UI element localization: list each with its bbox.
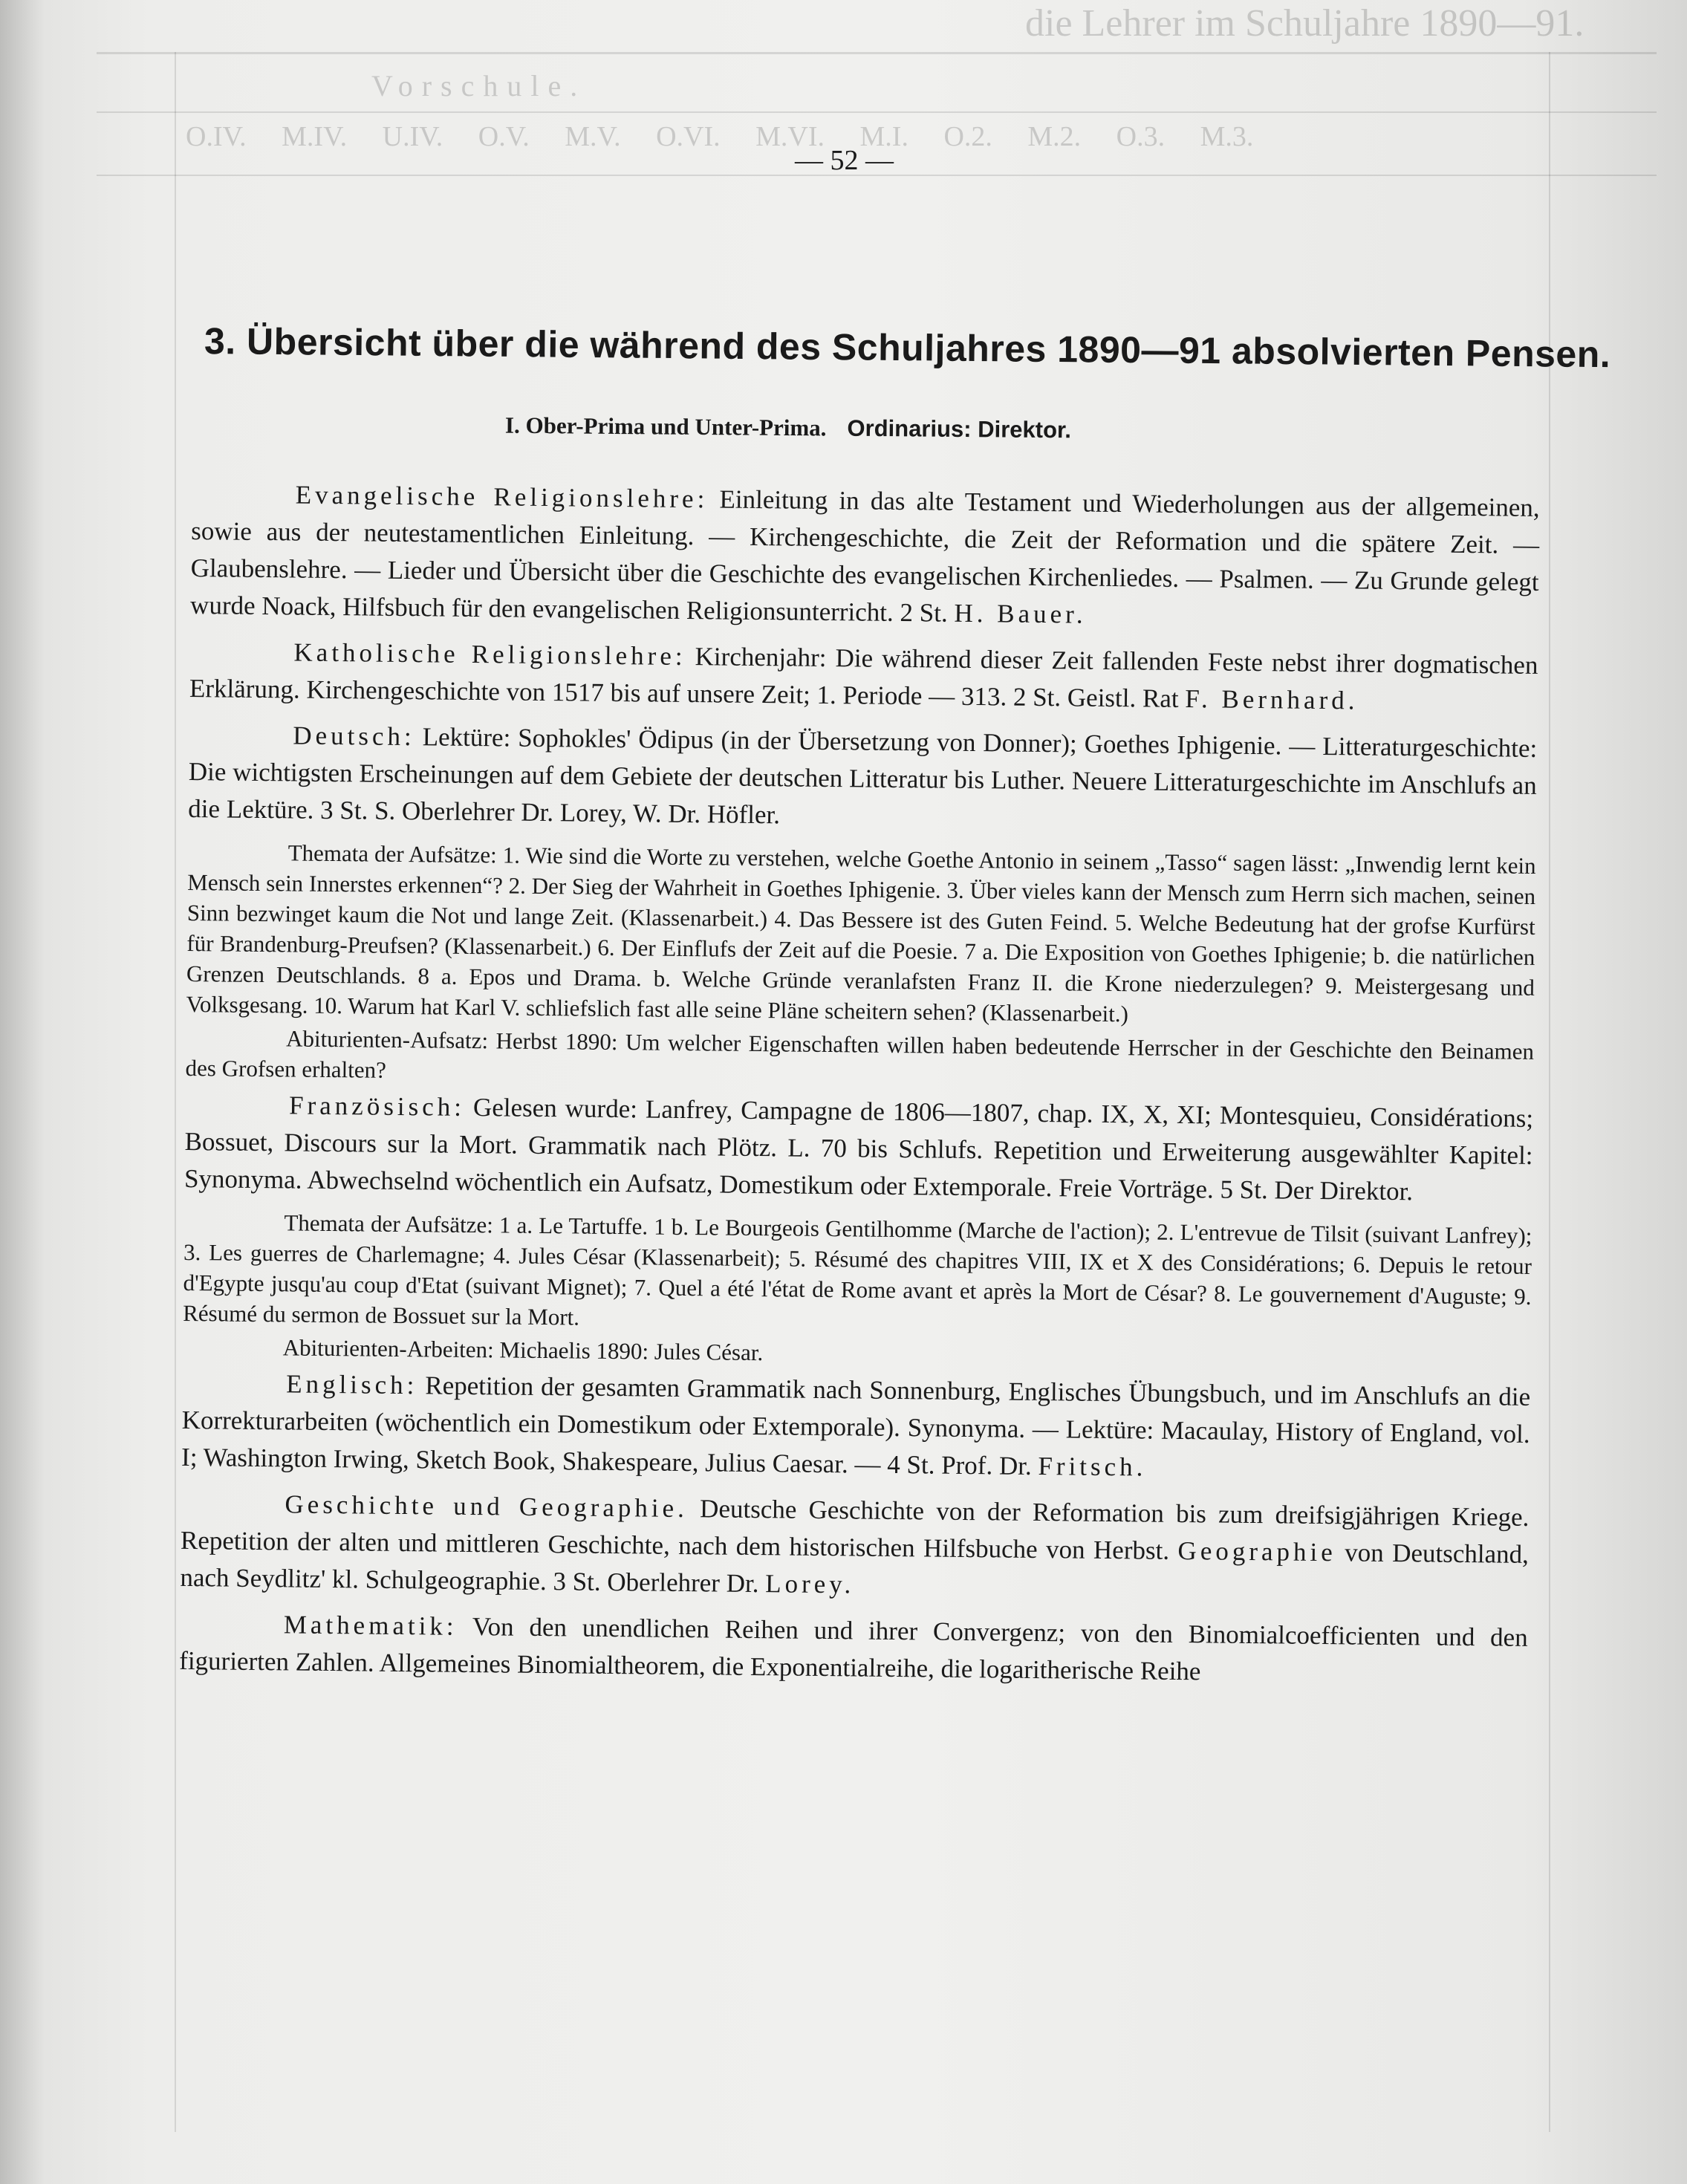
bleed-through-rule — [97, 111, 1657, 113]
subject-text: Gelesen wurde: Lanfrey, Campagne de 1806—1807, chap. IX, X, XI; Montesquieu, Considérations; Bossuet, Discours sur la Mort. Grammatik nach Plötz. L. 70 bis Schlufs. Repetition und Erweiterung ausgewählter Kapitel: Synonyma. Abwechselnd wöchentlich ein Aufsatz, Domestikum oder Extemporale. Freie Vorträge. 5 St. Der Direktor. — [183, 1093, 1534, 1206]
franzoesisch-themata: Themata der Aufsätze: 1 a. Le Tartuffe. 1 b. Le Bourgeois Gentilhomme (Marche de l'action); 2. L'entrevue de Tilsit (suivant Lanfrey); 3. Les guerres de Charlemagne; 4. Jules César (Klassenarbeit); 5. Résumé des chapitres VIII, IX et X des Considérations; 6. Depuis le retour d'Egypte jusqu'au coup d'Etat (suivant Mignet); 7. Quel a été l'état de Rome avant et après la Mort de César? 8. Le gouvernement d'Auguste; 9. Résumé du sermon de Bossuet sur la Mort. — [183, 1209, 1532, 1330]
subject-franzoesisch — [184, 1086, 1533, 1212]
deutsch-themata: Themata der Aufsätze: 1. Wie sind die Worte zu verstehen, welche Goethe Antonio in seinem „Tasso“ sagen lässt: „Inwendig lernt kein Mensch sein Innerstes erkennen“? 2. Der Sieg der Wahrheit in Goethes Iphigenie. 3. Über vieles kann der Mensch zum Herrn sich machen, seinen Sinn bezwinget kaum die Not und lange Zeit. (Klassenarbeit.) 4. Das Bessere ist des Guten Feind. 5. Welche Bedeutung hat der grofse Kurfürst für Brandenburg-Preufsen? (Klassenarbeit.) 6. Der Einflufs der Zeit auf die Poesie. 7 a. Die Exposition von Goethes Iphigenie; b. die natürlichen Grenzen Deutschlands. 8 a. Epos und Drama. b. Welche Gründe veranlafsten Franz II. die Krone niederzulegen? 9. Meistergesang und Volksgesang. 10. Warum hat Karl V. schliefslich fast alle seine Pläne scheitern sehen? (Klassenarbeit.) — [186, 839, 1536, 1027]
bleed-through-rule — [97, 52, 1657, 54]
subject-text: Einleitung in das alte Testament und Wiederholungen aus der allgemeinen, sowie aus der neutestamentlichen Einleitung. — Kirchengeschichte, die Zeit der Reformation und die spätere Zeit. — Glaubenslehre. — Lieder und Übersicht über die Geschichte des evangelischen Kirchenliedes. — Psalmen. — Zu Grunde gelegt wurde Noack, Hilfsbuch für den evangelischen Religionsunterricht. 2 St. — [189, 484, 1540, 628]
geography-label: Geographie — [1177, 1535, 1336, 1567]
subject-teacher: F. Bernhard. — [1185, 684, 1359, 715]
subject-teacher: H. Bauer. — [954, 598, 1087, 629]
subject-name: Evangelische Religionslehre: — [295, 480, 709, 514]
page-number: — 52 — — [795, 145, 894, 176]
subject-name: Geschichte und Geographie. — [285, 1489, 689, 1524]
class-ordinarius: Ordinarius: Direktor. — [847, 415, 1072, 443]
subject-name: Deutsch: — [293, 721, 415, 752]
subject-text: Deutsche Geschichte von der Reformation bis zum dreifsigjährigen Kriege. Repetition der alten und mittleren Geschichte, nach dem historischen Hilfsbuche von Herbst. — [180, 1494, 1530, 1565]
bleed-through-columns: O.IV. M.IV. U.IV. O.V. M.V. O.VI. M.VI. M.I. O.2. M.2. O.3. M.3. — [186, 121, 1254, 152]
subject-evangelisch — [190, 475, 1540, 638]
subject-englisch — [181, 1365, 1530, 1490]
subject-name: Mathematik: — [283, 1610, 458, 1641]
subject-name: Katholische Religionslehre: — [293, 637, 686, 671]
subject-text: Lektüre: Sophokles' Ödipus (in der Übersetzung von Donner); Goethes Iphigenie. — Litteraturgeschichte: Die wichtigsten Erscheinungen auf dem Gebiete der deutschen Litteratur bis Luther. Neuere Litteraturgeschichte im Anschlufs an die Lektüre. 3 St. S. Oberlehrer Dr. Lorey, W. Dr. Höfler. — [188, 722, 1538, 830]
subject-mathematik — [179, 1605, 1528, 1694]
subject-name: Englisch: — [285, 1369, 418, 1400]
subject-text: Von den unendlichen Reihen und ihrer Convergenz; von den Binomialcoefficienten und den figurierten Zahlen. Allgemeines Binomialtheorem, die Exponentialreihe, die logaritherische Reihe — [179, 1612, 1528, 1686]
curriculum-body — [179, 475, 1540, 1703]
subject-geschichte — [180, 1485, 1529, 1611]
bleed-through-rule — [175, 52, 176, 2132]
section-title: 3. Übersicht über die während des Schuljahres 1890—91 absolvierten Pensen. — [204, 320, 1611, 376]
subject-name: Französisch: — [288, 1091, 466, 1122]
class-name: I. Ober-Prima und Unter-Prima. — [504, 412, 827, 441]
subject-teacher: Fritsch. — [1038, 1452, 1147, 1482]
subject-text: Repetition der gesamten Grammatik nach Sonnenburg, Englisches Übungsbuch, und im Anschlufs an die Korrekturarbeiten (wöchentlich ein Domestikum oder Extemporale). Synonyma. — Lektüre: Macaulay, History of England, vol. I; Washington Irwing, Sketch Book, Shakespeare, Julius Caesar. — 4 St. Prof. Dr. — [181, 1371, 1531, 1481]
geography-text: von Deutschland, nach Seydlitz' kl. Schulgeographie. 3 St. Oberlehrer Dr. — [180, 1538, 1530, 1599]
deutsch-abitur: Abiturienten-Aufsatz: Herbst 1890: Um welcher Eigenschaften willen haben bedeutende Herrscher in der Geschichte den Beinamen des Grofsen erhalten? — [185, 1025, 1535, 1083]
bleed-through-title: die Lehrer im Schuljahre 1890—91. — [1025, 2, 1584, 45]
subject-katholisch — [189, 633, 1538, 721]
bleed-through-heading: Vorschule. — [371, 69, 587, 103]
franzoesisch-abitur: Abiturienten-Arbeiten: Michaelis 1890: Jules César. — [282, 1334, 764, 1366]
subject-deutsch — [188, 716, 1537, 842]
class-heading — [505, 412, 1071, 444]
subject-teacher: Lorey. — [764, 1569, 855, 1599]
subject-text: Kirchenjahr: Die während dieser Zeit fallenden Feste nebst ihrer dogmatischen Erklärung. Kirchengeschichte von 1517 bis auf unsere Zeit; 1. Periode — 313. 2 St. Geistl. Rat — [189, 642, 1538, 713]
